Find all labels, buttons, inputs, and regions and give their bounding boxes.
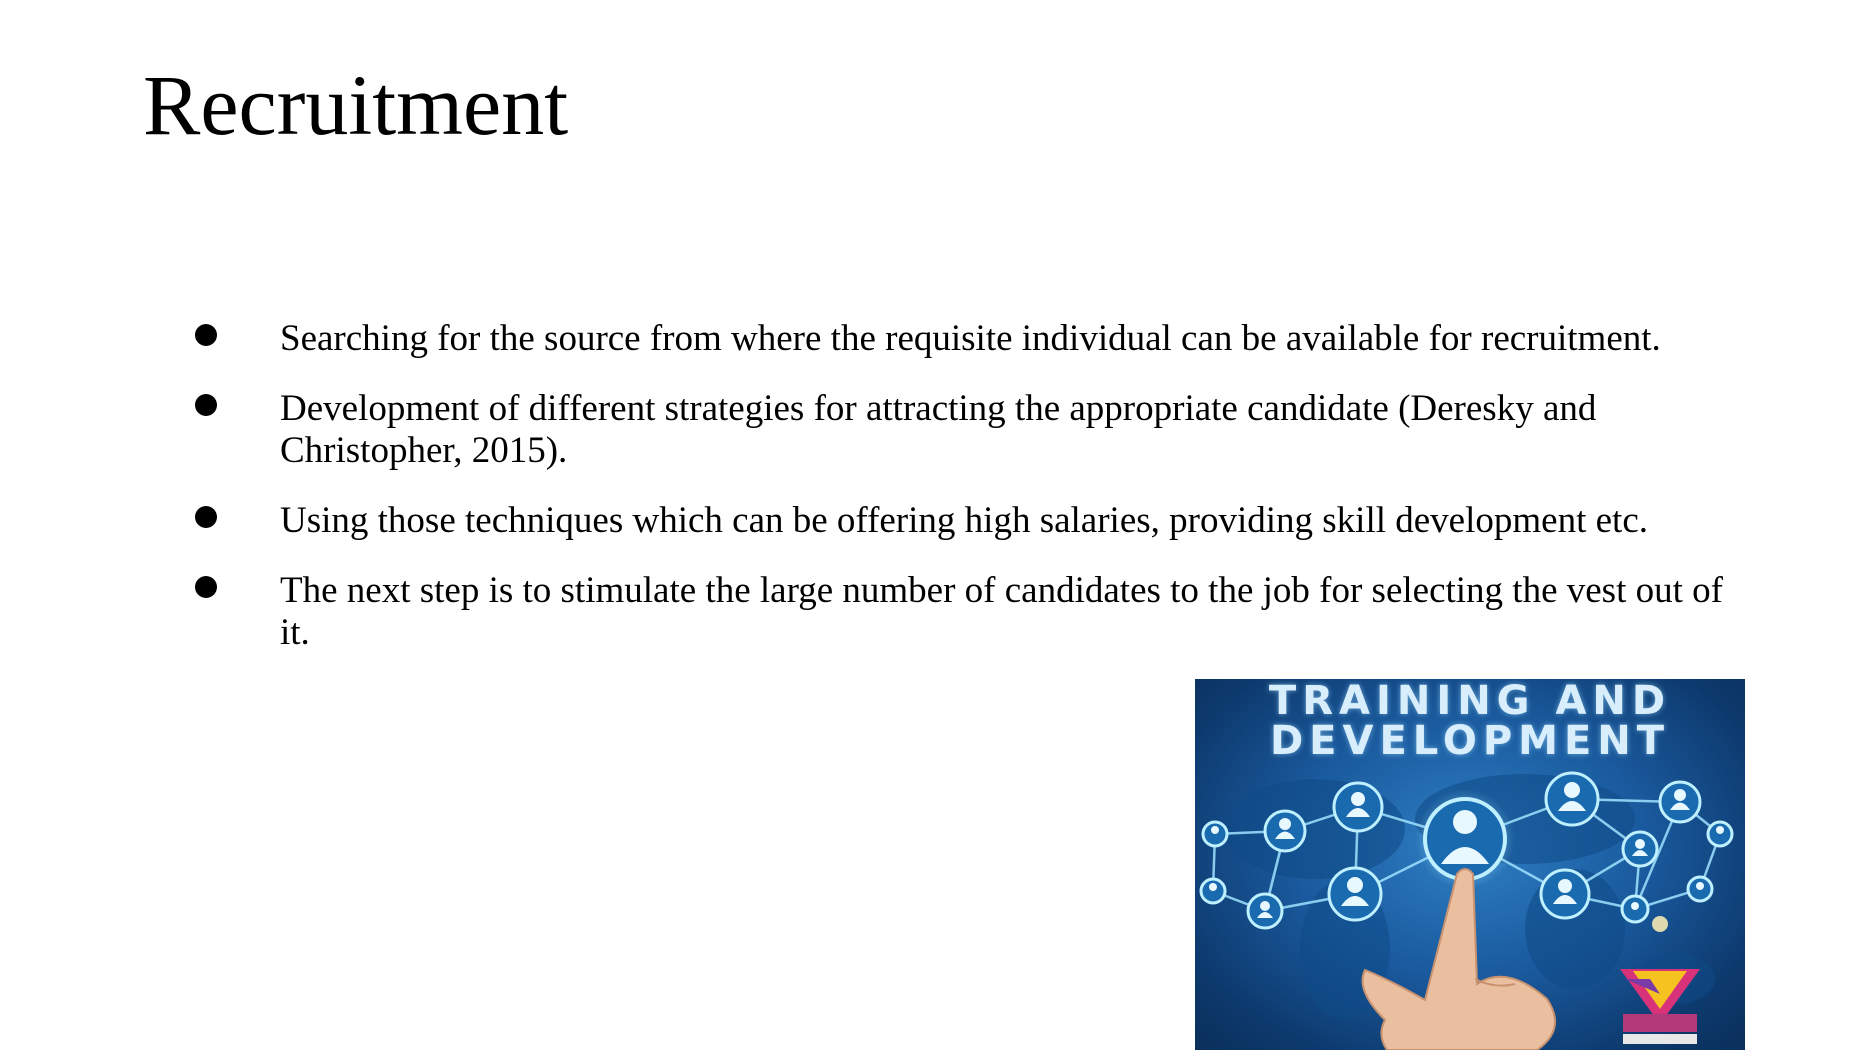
training-development-image [1195,679,1745,1050]
bullet-text: Using those techniques which can be offering high salaries, providing skill development etc. [280,500,1648,541]
figure-title-line: TRAINING AND [1268,679,1672,724]
figure-title-line: DEVELOPMENT [1269,718,1671,764]
logo-icon [1620,916,1700,1044]
bullet-item [195,388,1755,472]
bullet-text: Development of different strategies for attracting the appropriate candidate (Deresky and Christopher, 2015). [280,388,1597,471]
bullet-item [195,500,1755,542]
pointing-finger-icon [1363,869,1556,1050]
bullet-text: The next step is to stimulate the large number of candidates to the job for selecting the vest out of it. [280,570,1723,653]
bullet-text: Searching for the source from where the requisite individual can be available for recruitment. [280,318,1661,359]
bullet-dot-icon [195,576,217,598]
bullet-item [195,570,1755,654]
slide-title: Recruitment [143,57,569,153]
bullet-dot-icon [195,394,217,416]
bullet-item [195,318,1755,360]
bullet-list [195,318,1755,682]
bullet-dot-icon [195,324,217,346]
figure-title [1195,679,1745,764]
bullet-dot-icon [195,506,217,528]
